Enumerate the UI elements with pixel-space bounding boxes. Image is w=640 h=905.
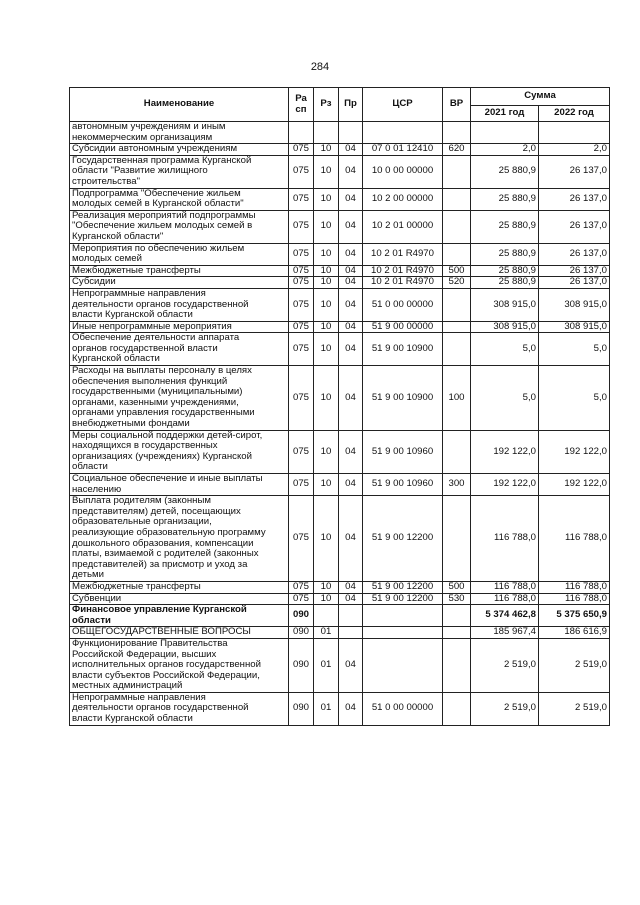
cell-rasp: 090 — [289, 692, 314, 725]
cell-vr: 500 — [443, 581, 471, 593]
cell-csr: 10 2 01 R4970 — [363, 277, 443, 289]
cell-csr: 51 9 00 10900 — [363, 333, 443, 366]
cell-name-line: представителей) за присмотр и уход за — [72, 558, 248, 570]
cell-sum-2021: 308 915,0 — [471, 321, 539, 333]
cell-name-line: власти субъектов Российской Федерации, — [72, 669, 260, 681]
cell-name-line: Непрограммные направления — [72, 288, 206, 299]
cell-sum-2021: 5 374 462,8 — [471, 605, 539, 627]
cell-sum-2021: 116 788,0 — [471, 496, 539, 582]
cell-csr: 51 9 00 12200 — [363, 593, 443, 605]
cell-name-line: Меры социальной поддержки детей-сирот, — [72, 430, 263, 441]
cell-pr: 04 — [339, 430, 363, 473]
cell-name — [70, 430, 289, 473]
cell-name — [70, 638, 289, 692]
cell-name-line: "Обеспечение жильем молодых семей в — [72, 220, 253, 232]
cell-rasp: 075 — [289, 188, 314, 210]
cell-name-line: Мероприятия по обеспечению жильем — [72, 243, 245, 254]
table-row — [70, 144, 610, 156]
cell-sum-2021: 2 519,0 — [471, 638, 539, 692]
table-row — [70, 593, 610, 605]
cell-name-line: строительства" — [72, 175, 141, 187]
cell-name-line: платы, взимаемой с родителей (законных — [72, 548, 259, 560]
cell-name-line: Выплата родителям (законным — [72, 495, 211, 507]
cell-name-line: Субсидии автономным учреждениям — [72, 143, 238, 155]
cell-name-line: Социальное обеспечение и иные выплаты — [72, 473, 263, 484]
cell-rasp: 075 — [289, 243, 314, 265]
cell-name — [70, 593, 289, 605]
cell-sum-2021: 5,0 — [471, 333, 539, 366]
cell-pr — [339, 627, 363, 639]
cell-sum-2022: 116 788,0 — [539, 593, 610, 605]
cell-csr: 51 9 00 12200 — [363, 496, 443, 582]
cell-name-line: области — [72, 461, 108, 473]
cell-sum-2022: 186 616,9 — [539, 627, 610, 639]
table-row — [70, 496, 610, 582]
cell-csr: 51 9 00 10960 — [363, 430, 443, 473]
cell-name-line: обеспечения выполнения функций — [72, 375, 228, 387]
cell-rasp: 075 — [289, 581, 314, 593]
header-rz: Рз — [314, 88, 339, 122]
cell-sum-2022: 26 137,0 — [539, 188, 610, 210]
cell-name-line: Функционирование Правительства — [72, 638, 228, 649]
cell-rasp: 090 — [289, 605, 314, 627]
header-rasp: Ра сп — [289, 88, 314, 122]
header-sum: Сумма — [471, 88, 610, 106]
cell-rasp: 075 — [289, 474, 314, 496]
cell-pr: 04 — [339, 638, 363, 692]
cell-name-line: власти Курганской области — [72, 713, 193, 725]
cell-pr: 04 — [339, 333, 363, 366]
cell-sum-2021: 25 880,9 — [471, 243, 539, 265]
cell-rz: 10 — [314, 321, 339, 333]
cell-pr: 04 — [339, 366, 363, 431]
cell-name-line: Расходы на выплаты персоналу в целях — [72, 365, 252, 377]
cell-rz: 10 — [314, 155, 339, 188]
table-row — [70, 155, 610, 188]
cell-name — [70, 474, 289, 496]
table-row — [70, 210, 610, 243]
cell-vr — [443, 155, 471, 188]
cell-name-line: Курганской области — [72, 353, 160, 365]
cell-sum-2022: 26 137,0 — [539, 277, 610, 289]
cell-name — [70, 243, 289, 265]
cell-name-line: дошкольного образования, компенсации — [72, 537, 254, 549]
cell-name-line: находящихся в государственных — [72, 440, 218, 452]
cell-rasp: 075 — [289, 321, 314, 333]
cell-sum-2022: 2 519,0 — [539, 638, 610, 692]
table-row — [70, 430, 610, 473]
cell-name-line: молодых семей — [72, 253, 142, 265]
cell-pr: 04 — [339, 288, 363, 321]
cell-name — [70, 692, 289, 725]
cell-name-line: представителям) детей, посещающих — [72, 505, 241, 517]
cell-pr: 04 — [339, 243, 363, 265]
cell-vr — [443, 430, 471, 473]
cell-rasp — [289, 122, 314, 144]
cell-vr: 300 — [443, 474, 471, 496]
cell-sum-2021: 116 788,0 — [471, 593, 539, 605]
table-row — [70, 605, 610, 627]
cell-pr: 04 — [339, 474, 363, 496]
cell-sum-2022: 2 519,0 — [539, 692, 610, 725]
cell-sum-2021: 192 122,0 — [471, 430, 539, 473]
cell-name-line: Непрограммные направления — [72, 692, 206, 703]
cell-name-line: автономным учреждениям и иным — [72, 121, 226, 132]
cell-sum-2021: 25 880,9 — [471, 210, 539, 243]
cell-vr: 520 — [443, 277, 471, 289]
cell-sum-2022: 308 915,0 — [539, 321, 610, 333]
cell-sum-2021 — [471, 122, 539, 144]
cell-sum-2022: 192 122,0 — [539, 430, 610, 473]
cell-pr: 04 — [339, 496, 363, 582]
cell-rasp: 075 — [289, 430, 314, 473]
cell-name — [70, 188, 289, 210]
cell-sum-2021: 2,0 — [471, 144, 539, 156]
cell-csr — [363, 627, 443, 639]
cell-rz: 01 — [314, 627, 339, 639]
cell-vr — [443, 243, 471, 265]
table-row — [70, 288, 610, 321]
cell-name-line: исполнительных органов государственной — [72, 659, 261, 671]
cell-name-line: Государственная программа Курганской — [72, 155, 252, 166]
cell-name — [70, 581, 289, 593]
cell-name-line: Реализация мероприятий подпрограммы — [72, 210, 256, 221]
cell-vr — [443, 333, 471, 366]
cell-csr — [363, 122, 443, 144]
cell-pr: 04 — [339, 277, 363, 289]
cell-name — [70, 122, 289, 144]
cell-sum-2021: 116 788,0 — [471, 581, 539, 593]
cell-sum-2021: 25 880,9 — [471, 155, 539, 188]
cell-csr: 51 0 00 00000 — [363, 288, 443, 321]
cell-sum-2022: 26 137,0 — [539, 210, 610, 243]
cell-sum-2022: 116 788,0 — [539, 496, 610, 582]
cell-vr — [443, 122, 471, 144]
cell-name-line: молодых семей в Курганской области" — [72, 198, 244, 210]
cell-name — [70, 366, 289, 431]
cell-pr: 04 — [339, 144, 363, 156]
cell-name-line: населению — [72, 483, 122, 495]
table-row — [70, 277, 610, 289]
cell-rasp: 075 — [289, 366, 314, 431]
table-row — [70, 188, 610, 210]
cell-rz: 10 — [314, 277, 339, 289]
table-row — [70, 627, 610, 639]
table-row — [70, 122, 610, 144]
header-year-2022: 2022 год — [539, 106, 610, 122]
cell-vr — [443, 638, 471, 692]
cell-rasp: 075 — [289, 333, 314, 366]
cell-pr: 04 — [339, 593, 363, 605]
cell-pr: 04 — [339, 210, 363, 243]
cell-pr: 04 — [339, 155, 363, 188]
cell-name-line: деятельности органов государственной — [72, 702, 249, 714]
cell-name — [70, 288, 289, 321]
cell-pr: 04 — [339, 265, 363, 277]
table-row — [70, 333, 610, 366]
cell-sum-2022: 116 788,0 — [539, 581, 610, 593]
cell-vr — [443, 188, 471, 210]
cell-vr — [443, 288, 471, 321]
cell-rz: 10 — [314, 496, 339, 582]
cell-name-line: местных администраций — [72, 680, 183, 692]
cell-vr — [443, 496, 471, 582]
cell-vr: 530 — [443, 593, 471, 605]
cell-pr: 04 — [339, 188, 363, 210]
cell-rz: 10 — [314, 430, 339, 473]
cell-sum-2021: 308 915,0 — [471, 288, 539, 321]
cell-rasp: 090 — [289, 638, 314, 692]
cell-pr — [339, 605, 363, 627]
cell-sum-2022: 2,0 — [539, 144, 610, 156]
cell-name — [70, 321, 289, 333]
cell-rz: 01 — [314, 692, 339, 725]
cell-rasp: 075 — [289, 210, 314, 243]
cell-name-line: организациях (учреждениях) Курганской — [72, 450, 252, 462]
cell-name-line: Иные непрограммные мероприятия — [72, 321, 232, 332]
cell-rz: 01 — [314, 638, 339, 692]
cell-sum-2021: 192 122,0 — [471, 474, 539, 496]
cell-name-line: органов государственной власти — [72, 342, 218, 354]
cell-name-line: Российской Федерации, высших — [72, 648, 217, 660]
cell-name — [70, 155, 289, 188]
table-row — [70, 265, 610, 277]
cell-csr — [363, 605, 443, 627]
cell-name-line: области — [72, 614, 111, 626]
cell-csr: 10 2 01 R4970 — [363, 265, 443, 277]
cell-vr: 620 — [443, 144, 471, 156]
cell-vr — [443, 627, 471, 639]
header-vr: ВР — [443, 88, 471, 122]
table-row — [70, 243, 610, 265]
cell-sum-2022: 192 122,0 — [539, 474, 610, 496]
cell-rz: 10 — [314, 188, 339, 210]
cell-name — [70, 496, 289, 582]
cell-name-line: Финансовое управление Курганской — [72, 604, 247, 616]
cell-name — [70, 605, 289, 627]
header-pr: Пр — [339, 88, 363, 122]
cell-sum-2021: 25 880,9 — [471, 188, 539, 210]
cell-name-line: внебюджетными фондами — [72, 418, 190, 430]
cell-csr: 51 0 00 00000 — [363, 692, 443, 725]
cell-rz: 10 — [314, 474, 339, 496]
cell-sum-2022 — [539, 122, 610, 144]
cell-vr — [443, 692, 471, 725]
cell-csr: 10 2 01 R4970 — [363, 243, 443, 265]
cell-csr: 51 9 00 12200 — [363, 581, 443, 593]
cell-name-line: Субвенции — [72, 593, 122, 604]
cell-name — [70, 210, 289, 243]
cell-rasp: 090 — [289, 627, 314, 639]
budget-table — [69, 87, 610, 726]
cell-csr: 10 0 00 00000 — [363, 155, 443, 188]
cell-rasp: 075 — [289, 593, 314, 605]
cell-rz: 10 — [314, 288, 339, 321]
cell-csr: 10 2 00 00000 — [363, 188, 443, 210]
cell-rasp: 075 — [289, 496, 314, 582]
cell-sum-2021: 2 519,0 — [471, 692, 539, 725]
cell-name-line: Курганской области" — [72, 230, 164, 242]
cell-vr: 500 — [443, 265, 471, 277]
cell-sum-2022: 5,0 — [539, 366, 610, 431]
table-row — [70, 692, 610, 725]
cell-rasp: 075 — [289, 144, 314, 156]
cell-csr: 51 9 00 10960 — [363, 474, 443, 496]
table-row — [70, 321, 610, 333]
cell-name-line: Обеспечение деятельности аппарата — [72, 332, 240, 344]
cell-sum-2022: 5,0 — [539, 333, 610, 366]
page-number: 284 — [310, 61, 330, 73]
cell-name-line: Межбюджетные трансферты — [72, 265, 201, 276]
cell-name — [70, 627, 289, 639]
cell-rz: 10 — [314, 265, 339, 277]
cell-pr: 04 — [339, 321, 363, 333]
cell-csr: 07 0 01 12410 — [363, 144, 443, 156]
cell-rz: 10 — [314, 333, 339, 366]
cell-name-line: Подпрограмма "Обеспечение жильем — [72, 188, 241, 199]
cell-rasp: 075 — [289, 155, 314, 188]
cell-rz: 10 — [314, 581, 339, 593]
budget-rows — [70, 122, 610, 726]
cell-rasp: 075 — [289, 277, 314, 289]
cell-name-line: Межбюджетные трансферты — [72, 581, 201, 592]
cell-rz: 10 — [314, 144, 339, 156]
cell-name-line: реализующие образовательную программу — [72, 526, 266, 538]
cell-name-line: детьми — [72, 569, 104, 581]
cell-sum-2022: 26 137,0 — [539, 243, 610, 265]
cell-sum-2022: 26 137,0 — [539, 265, 610, 277]
cell-name-line: ОБЩЕГОСУДАРСТВЕННЫЕ ВОПРОСЫ — [72, 626, 251, 638]
header-name: Наименование — [70, 88, 289, 122]
table-row — [70, 581, 610, 593]
cell-sum-2022: 5 375 650,9 — [539, 605, 610, 627]
header-year-2021: 2021 год — [471, 106, 539, 122]
cell-name-line: образовательные организации, — [72, 516, 212, 528]
cell-name-line: области "Развитие жилищного — [72, 165, 208, 177]
cell-pr — [339, 122, 363, 144]
cell-rz: 10 — [314, 243, 339, 265]
header-csr: ЦСР — [363, 88, 443, 122]
table-row — [70, 638, 610, 692]
table-row — [70, 366, 610, 431]
cell-name-line: власти Курганской области — [72, 309, 193, 321]
cell-name-line: органами управления государственными — [72, 407, 255, 419]
cell-csr — [363, 638, 443, 692]
cell-rz — [314, 122, 339, 144]
cell-name-line: государственными (муниципальными) — [72, 386, 243, 398]
cell-name-line: Субсидии — [72, 276, 116, 288]
cell-name-line: деятельности органов государственной — [72, 298, 249, 310]
cell-sum-2022: 308 915,0 — [539, 288, 610, 321]
cell-sum-2021: 25 880,9 — [471, 277, 539, 289]
cell-name — [70, 144, 289, 156]
cell-csr: 10 2 01 00000 — [363, 210, 443, 243]
cell-rz — [314, 605, 339, 627]
cell-rasp: 075 — [289, 288, 314, 321]
cell-pr: 04 — [339, 692, 363, 725]
table-row — [70, 474, 610, 496]
cell-rz: 10 — [314, 210, 339, 243]
cell-name — [70, 333, 289, 366]
cell-name — [70, 265, 289, 277]
cell-name-line: органами, казенными учреждениями, — [72, 396, 239, 408]
cell-rz: 10 — [314, 366, 339, 431]
cell-csr: 51 9 00 10900 — [363, 366, 443, 431]
cell-name-line: некоммерческим организациям — [72, 131, 213, 143]
cell-vr — [443, 210, 471, 243]
cell-sum-2021: 185 967,4 — [471, 627, 539, 639]
cell-vr: 100 — [443, 366, 471, 431]
cell-rasp: 075 — [289, 265, 314, 277]
cell-name — [70, 277, 289, 289]
cell-pr: 04 — [339, 581, 363, 593]
cell-sum-2021: 25 880,9 — [471, 265, 539, 277]
cell-sum-2021: 5,0 — [471, 366, 539, 431]
cell-sum-2022: 26 137,0 — [539, 155, 610, 188]
cell-rz: 10 — [314, 593, 339, 605]
cell-vr — [443, 605, 471, 627]
cell-vr — [443, 321, 471, 333]
cell-csr: 51 9 00 00000 — [363, 321, 443, 333]
